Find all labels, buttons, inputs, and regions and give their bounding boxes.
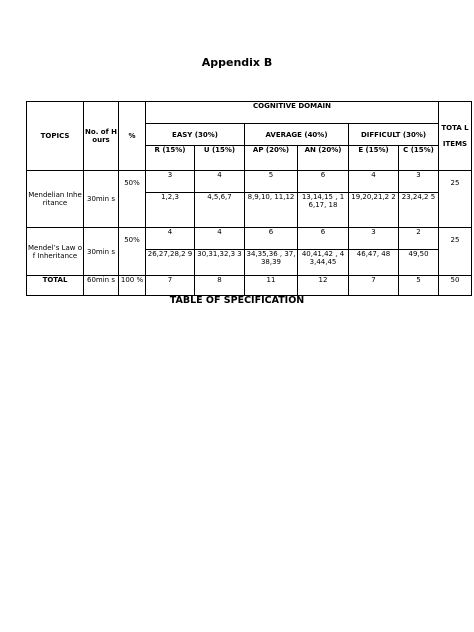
header-topics: TOPICS bbox=[27, 102, 84, 171]
table-caption: TABLE OF SPECIFICATION bbox=[169, 295, 305, 306]
header-r: R (15%) bbox=[146, 146, 195, 171]
topic-cell: Mendel’s Law of Inheritance bbox=[27, 228, 84, 276]
total-cell: 25 bbox=[439, 171, 472, 228]
total-count-cell: 7 bbox=[146, 276, 195, 296]
items-cell: 26,27,28,2 9 bbox=[146, 250, 195, 276]
total-count-cell: 7 bbox=[349, 276, 399, 296]
items-cell: 49,50 bbox=[399, 250, 439, 276]
count-cell: 6 bbox=[245, 228, 298, 250]
header-percent: % bbox=[119, 102, 146, 171]
header-cognitive-domain: COGNITIVE DOMAIN bbox=[146, 102, 439, 124]
items-cell: 46,47, 48 bbox=[349, 250, 399, 276]
header-c: C (15%) bbox=[399, 146, 439, 171]
total-count-cell: 8 bbox=[195, 276, 245, 296]
percent-cell: 50% bbox=[119, 228, 146, 276]
count-cell: 2 bbox=[399, 228, 439, 250]
header-ap: AP (20%) bbox=[245, 146, 298, 171]
items-cell: 8,9,10, 11,12 bbox=[245, 193, 298, 228]
count-cell: 4 bbox=[349, 171, 399, 193]
items-cell: 30,31,32,3 3 bbox=[195, 250, 245, 276]
total-row-hours: 60min s bbox=[84, 276, 119, 296]
count-cell: 6 bbox=[298, 171, 349, 193]
total-count-cell: 12 bbox=[298, 276, 349, 296]
count-cell: 3 bbox=[399, 171, 439, 193]
header-difficult: DIFFICULT (30%) bbox=[349, 124, 439, 146]
header-total-label: TOTA L bbox=[441, 124, 469, 132]
items-cell: 4,5,6,7 bbox=[195, 193, 245, 228]
header-hours: No. of Hours bbox=[84, 102, 119, 171]
count-cell: 4 bbox=[146, 228, 195, 250]
total-cell: 25 bbox=[439, 228, 472, 276]
total-row-percent: 100 % bbox=[119, 276, 146, 296]
header-an: AN (20%) bbox=[298, 146, 349, 171]
items-cell: 40,41,42 , 43,44,45 bbox=[298, 250, 349, 276]
count-cell: 4 bbox=[195, 171, 245, 193]
count-cell: 3 bbox=[146, 171, 195, 193]
header-items-label: ITEMS bbox=[442, 140, 468, 148]
count-cell: 6 bbox=[298, 228, 349, 250]
count-cell: 4 bbox=[195, 228, 245, 250]
hours-cell: 30min s bbox=[84, 228, 119, 276]
hours-cell: 30min s bbox=[84, 171, 119, 228]
items-cell: 1,2,3 bbox=[146, 193, 195, 228]
percent-cell: 50% bbox=[119, 171, 146, 228]
items-cell: 23,24,2 5 bbox=[399, 193, 439, 228]
items-cell: 34,35,36 , 37,38,39 bbox=[245, 250, 298, 276]
count-cell: 5 bbox=[245, 171, 298, 193]
header-easy: EASY (30%) bbox=[146, 124, 245, 146]
total-count-cell: 5 bbox=[399, 276, 439, 296]
page-title: Appendix B bbox=[201, 56, 273, 69]
specification-table bbox=[26, 101, 472, 296]
header-average: AVERAGE (40%) bbox=[245, 124, 349, 146]
total-row-label: TOTAL bbox=[27, 276, 84, 296]
grand-total-cell: 50 bbox=[439, 276, 472, 296]
header-u: U (15%) bbox=[195, 146, 245, 171]
header-e: E (15%) bbox=[349, 146, 399, 171]
total-count-cell: 11 bbox=[245, 276, 298, 296]
count-cell: 3 bbox=[349, 228, 399, 250]
items-cell: 19,20,21,2 2 bbox=[349, 193, 399, 228]
items-cell: 13,14,15 , 16,17, 18 bbox=[298, 193, 349, 228]
topic-cell: Mendelian Inheritance bbox=[27, 171, 84, 228]
header-total bbox=[439, 102, 472, 171]
